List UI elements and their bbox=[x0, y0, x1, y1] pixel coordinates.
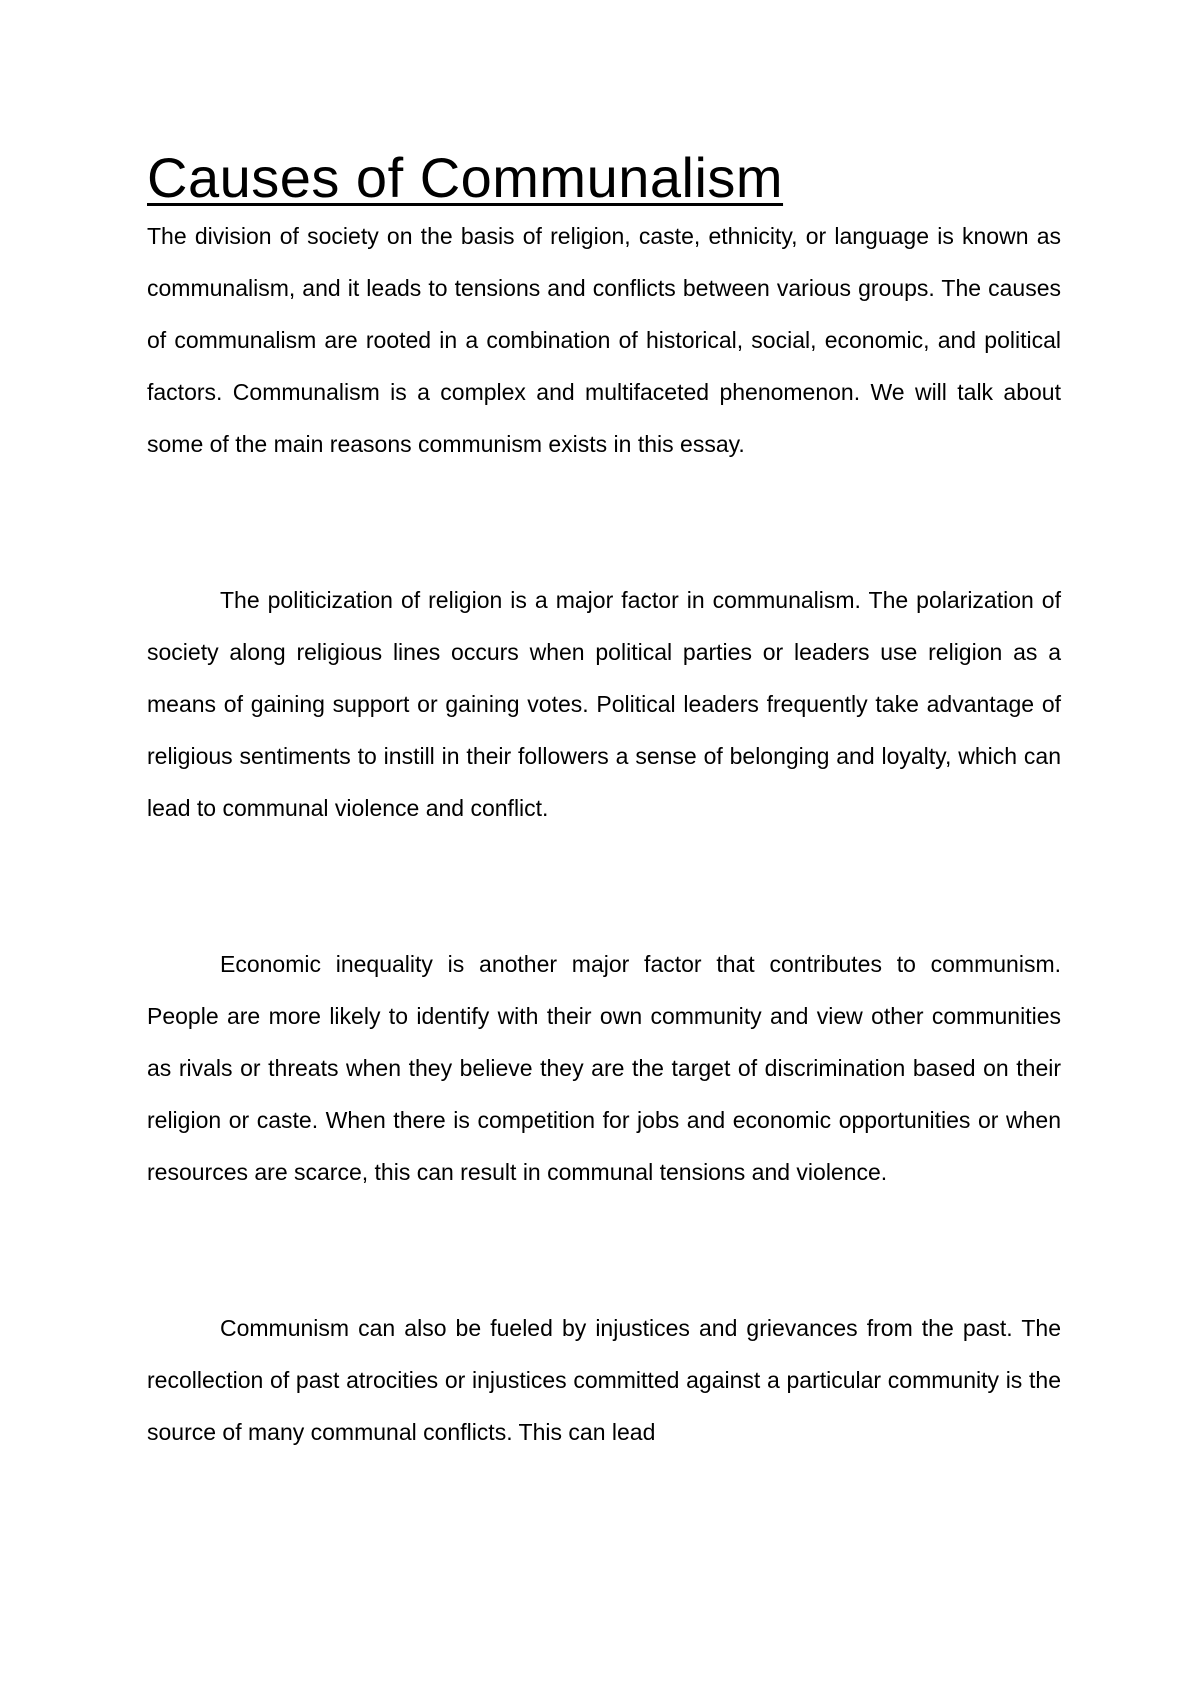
document-page bbox=[147, 146, 1061, 1458]
paragraph-politicization: The politicization of religion is a major factor in communalism. The polarization of society along religious lines occurs when political parties or leaders use religion as a means of gaining support or gaining votes. Political leaders frequently take advantage of religious sentiments to instill in their followers a sense of belonging and loyalty, which can lead to communal violence and conflict. bbox=[147, 587, 1061, 821]
paragraph-spacer bbox=[147, 834, 1061, 938]
paragraph-historical-grievances: Communism can also be fueled by injustices and grievances from the past. The recollection of past atrocities or injustices committed against a particular community is the source of many communal conflicts. This can lead bbox=[147, 1315, 1061, 1445]
paragraph-economic-inequality: Economic inequality is another major factor that contributes to communism. People are more likely to identify with their own community and view other communities as rivals or threats when they believe they are the target of discrimination based on their religion or caste. When there is competition for jobs and economic opportunities or when resources are scarce, this can result in communal tensions and violence. bbox=[147, 951, 1061, 1185]
paragraph-intro: The division of society on the basis of religion, caste, ethnicity, or language is known as communalism, and it leads to tensions and conflicts between various groups. The causes of communalism are rooted in a combination of historical, social, economic, and political factors. Communalism is a complex and multifaceted phenomenon. We will talk about some of the main reasons communism exists in this essay. bbox=[147, 223, 1061, 457]
paragraph-spacer bbox=[147, 470, 1061, 574]
document-title: Causes of Communalism bbox=[147, 146, 784, 209]
paragraph-spacer bbox=[147, 1198, 1061, 1302]
